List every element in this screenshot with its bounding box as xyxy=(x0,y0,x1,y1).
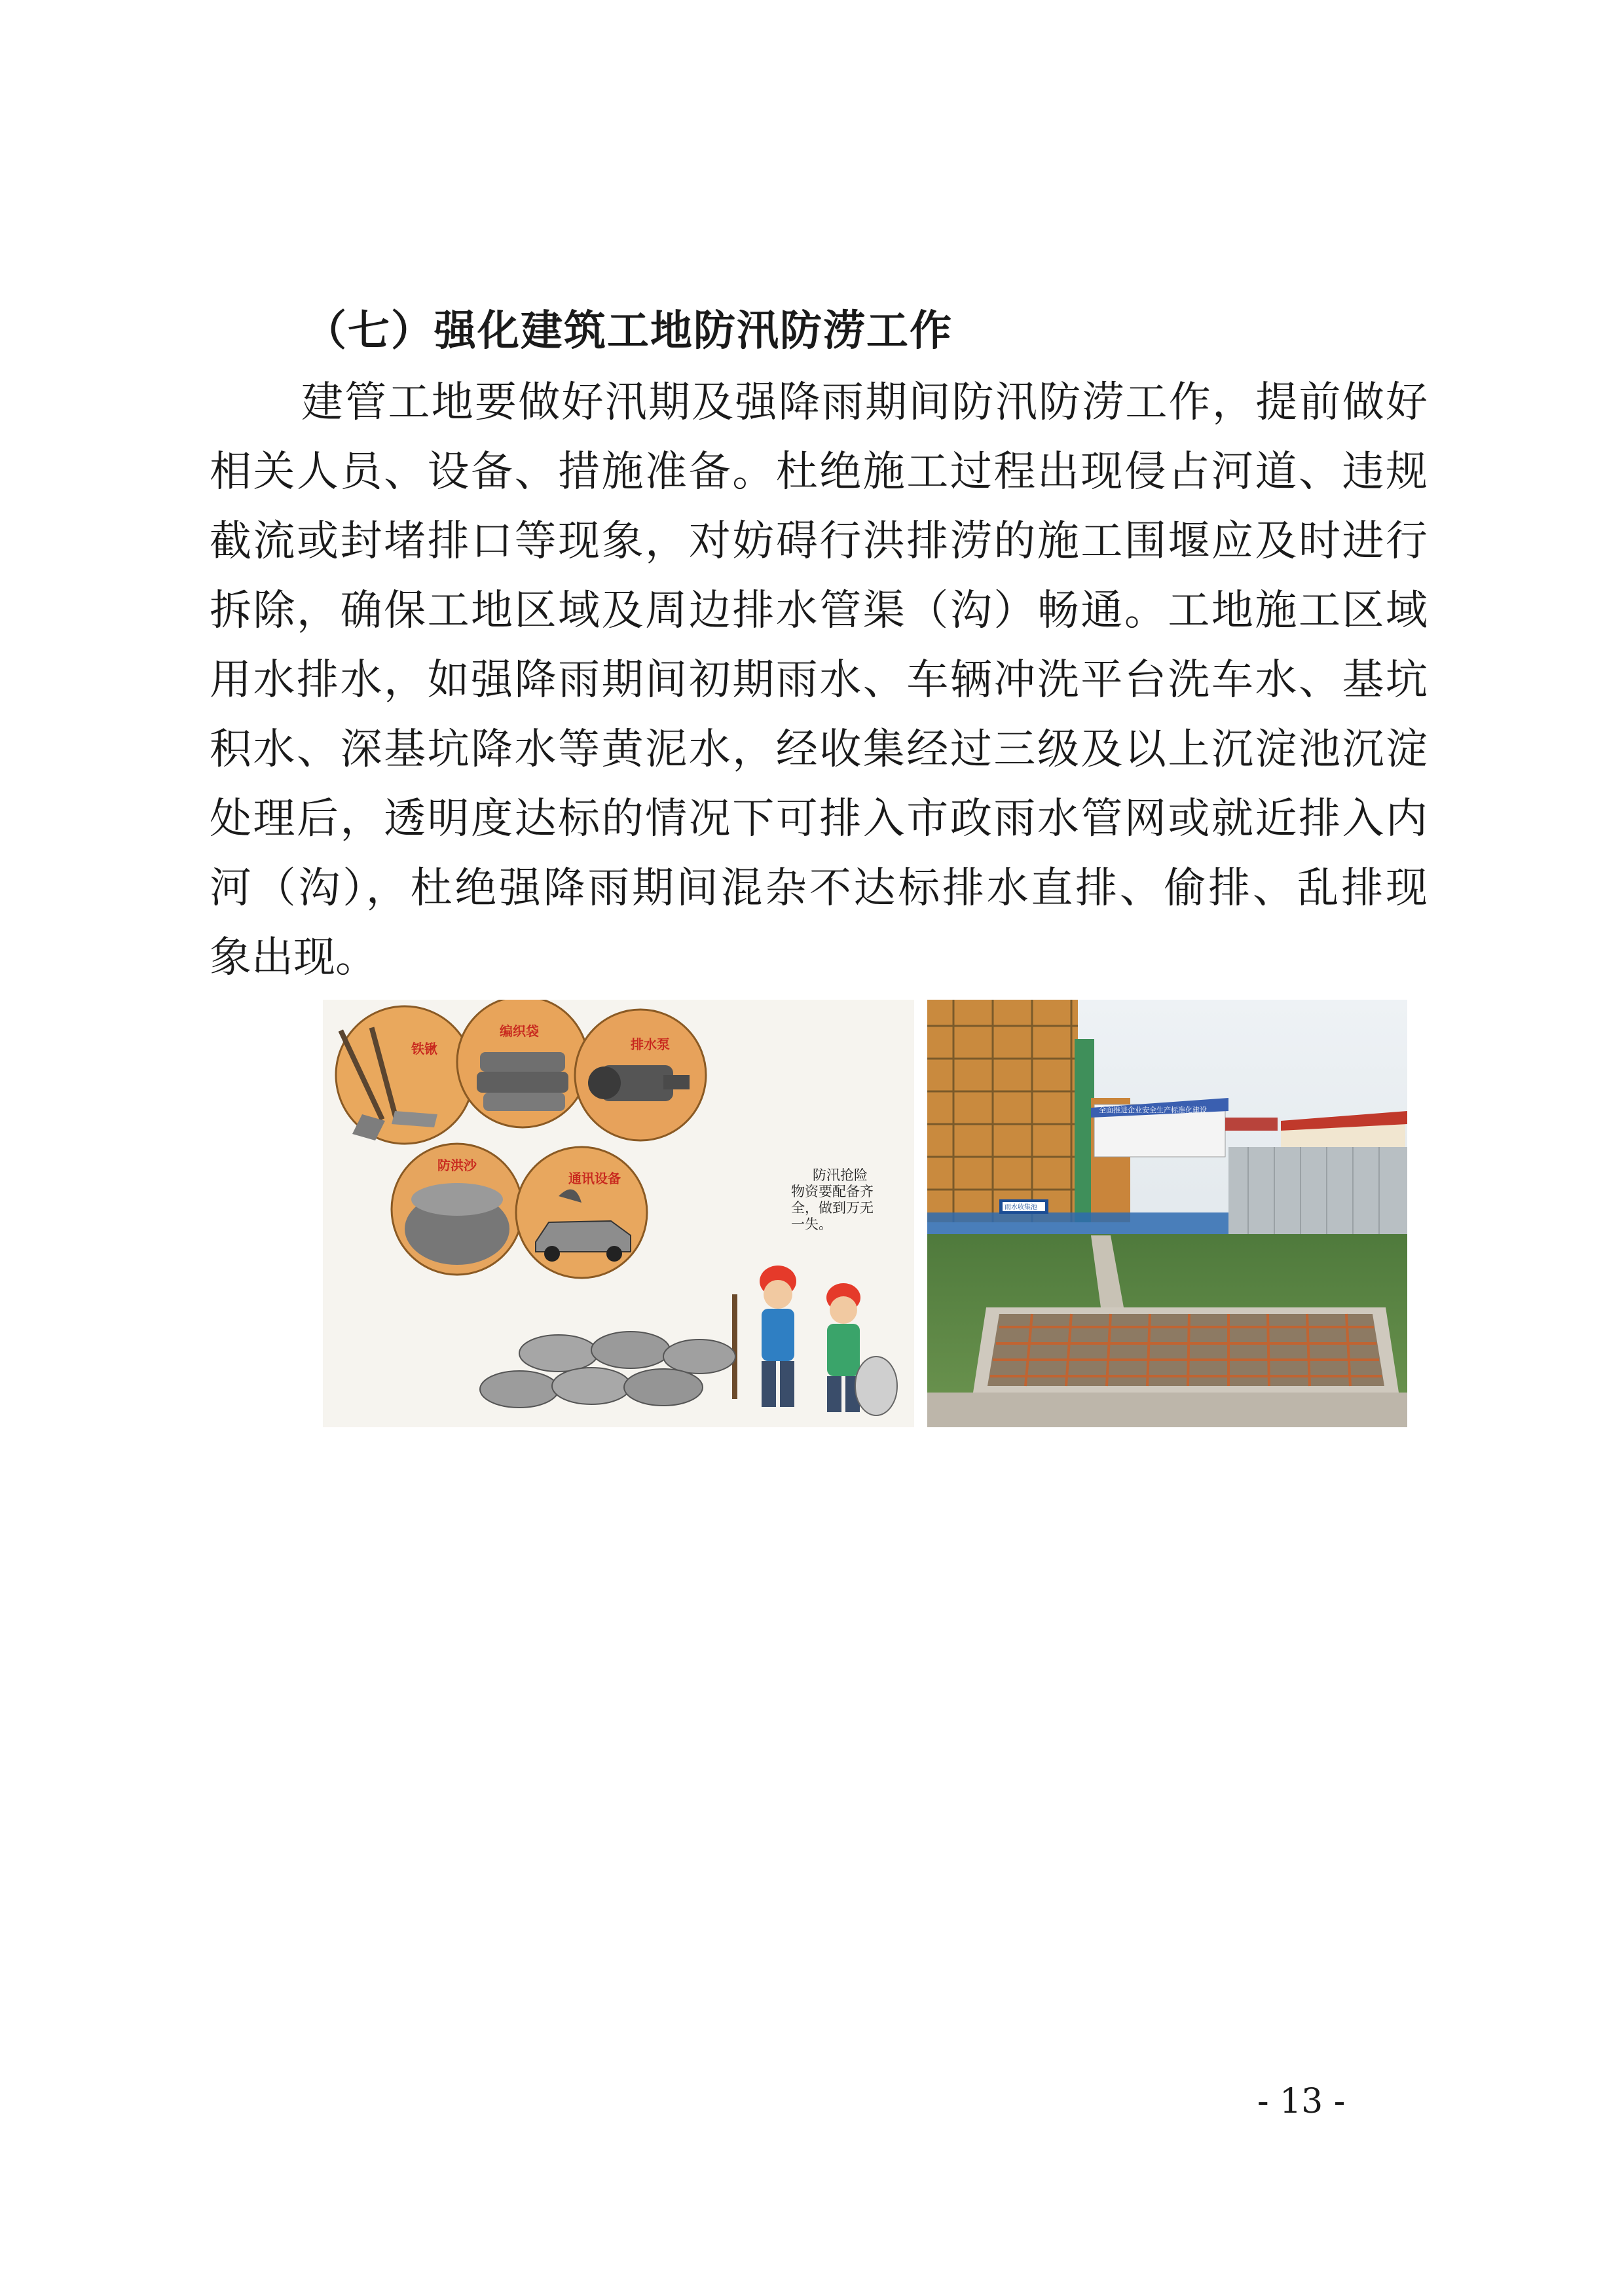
circle-label-sandbag: 防洪沙 xyxy=(437,1157,477,1173)
paragraph-line: 建管工地要做好汛期及强降雨期间防汛防涝工作，提前做好 xyxy=(301,378,1428,427)
flood-supplies-illustration xyxy=(323,1000,914,1427)
paragraph-line: 象出现。 xyxy=(210,934,377,982)
paragraph-line: 河（沟），杜绝强降雨期间混杂不达标排水直排、偷排、乱排现 xyxy=(210,864,1428,913)
paragraph-line: 截流或封堵排口等现象，对妨碍行洪排涝的施工围堰应及时进行 xyxy=(210,517,1428,566)
circle-label-shovel: 铁锹 xyxy=(411,1041,437,1057)
paragraph-line: 拆除，确保工地区域及周边排水管渠（沟）畅通。工地施工区域 xyxy=(210,587,1428,635)
pump-circle xyxy=(575,1010,706,1140)
sign-text: 雨水收集池 xyxy=(1005,1204,1037,1211)
shovel-circle xyxy=(336,1006,473,1144)
circle-label-communication: 通讯设备 xyxy=(568,1171,621,1186)
page-number: - 13 - xyxy=(1257,2082,1346,2121)
bubble-line: 物资要配备齐 xyxy=(791,1184,874,1199)
bubble-line: 一失。 xyxy=(791,1216,832,1232)
body-paragraph xyxy=(210,368,1428,993)
rainwater-pit-photo xyxy=(927,1000,1407,1427)
bubble-line: 防汛抢险 xyxy=(813,1167,868,1183)
circle-label-woven-bag: 编织袋 xyxy=(500,1023,539,1039)
bubble-line: 全，做到万无 xyxy=(791,1200,874,1216)
communication-circle xyxy=(516,1147,647,1278)
paragraph-line: 积水、深基坑降水等黄泥水，经收集经过三级及以上沉淀池沉淀 xyxy=(210,725,1428,774)
banner-text: 全面推进企业安全生产标准化建设 xyxy=(1099,1106,1207,1114)
circle-label-pump: 排水泵 xyxy=(631,1036,670,1052)
paragraph-line: 相关人员、设备、措施准备。杜绝施工过程出现侵占河道、违规 xyxy=(210,448,1428,496)
paragraph-line: 用水排水，如强降雨期间初期雨水、车辆冲洗平台洗车水、基坑 xyxy=(210,656,1428,704)
woven-bag-circle xyxy=(457,1000,588,1127)
paragraph-line: 处理后，透明度达标的情况下可排入市政雨水管网或就近排入内 xyxy=(210,795,1428,843)
sandbag-circle xyxy=(392,1144,523,1275)
section-heading: （七）强化建筑工地防汛防涝工作 xyxy=(304,307,953,355)
